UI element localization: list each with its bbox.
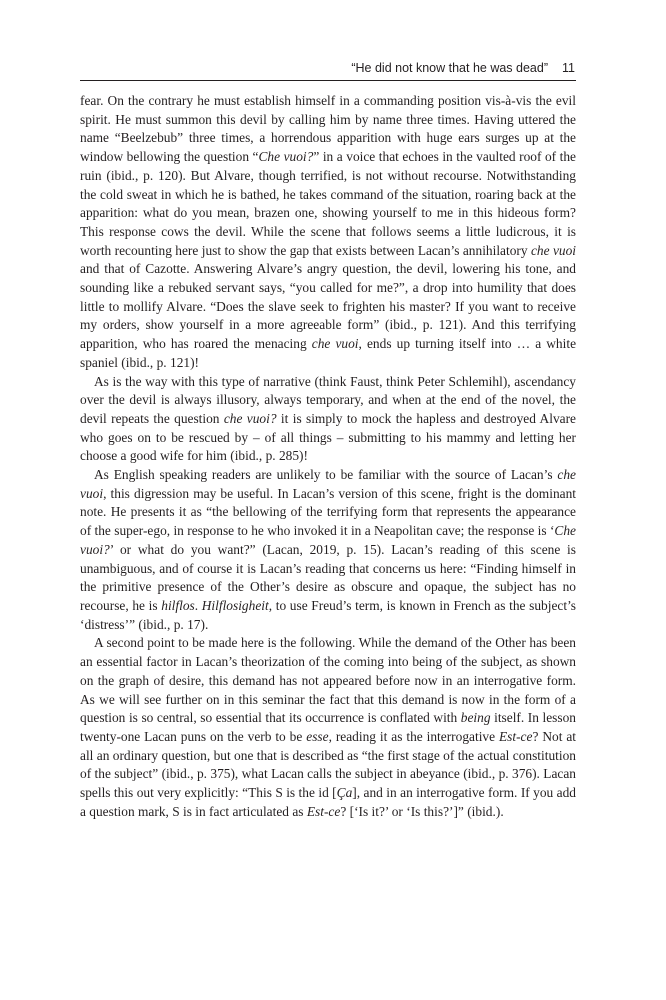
italic-term: che vuoi bbox=[311, 336, 359, 352]
text-run: As English speaking readers are unlikely to be familiar with the source of Lacan’s bbox=[94, 467, 558, 483]
text-run: , to use Freud’s term, is known in French as the subject’s ‘distress’” (ibid., p. 17). bbox=[80, 597, 576, 632]
italic-term: che vuoi? bbox=[223, 410, 277, 426]
body-text bbox=[80, 92, 576, 821]
text-run: it is simply to mock the hapless and destroyed Alvare who goes on to be rescued by – of all things – submitting to his mammy and letting her choose a good wife for him (ibid., p. 285)! bbox=[80, 410, 576, 464]
italic-term: Est-ce bbox=[498, 728, 533, 744]
text-run: . bbox=[194, 597, 202, 613]
text-run: , ends up turning itself into … a white spaniel (ibid., p. 121)! bbox=[80, 336, 577, 370]
italic-term: Che vuoi? bbox=[80, 523, 576, 557]
paragraph-4 bbox=[80, 634, 576, 821]
page-number: 11 bbox=[562, 61, 575, 75]
text-run: ” in a voice that echoes in the vaulted roof of the ruin (ibid., p. 120). But Alvare, though terrified, is not without recourse. Notwithstanding the cold sweat in which he is bathed, he takes command of the situation, roaring back at the apparition: what do you mean, brazen one, showing yourself to me in this hideous form? This response cows the devil. While the scene that follows seems a little ludicrous, it is worth recounting here just to show the gap that exists between Lacan’s annihilatory bbox=[80, 149, 576, 258]
italic-term: Hilflosigheit bbox=[201, 597, 269, 613]
text-run: ], and in an interrogative form. If you add a question mark, S is in fact articulated as bbox=[80, 785, 577, 819]
running-title: “He did not know that he was dead” bbox=[351, 61, 549, 75]
text-run: ? Not at all an ordinary question, but one that is described as “the first stage of the actual constitution of the subject” (ibid., p. 375), what Lacan calls the subject in abeyance (ibid., p. 376). Lacan spells this out very explicitly: “This S is the id [ bbox=[80, 728, 576, 801]
text-run: A second point to be made here is the following. While the demand of the Other has been an essential factor in Lacan’s theorization of the coming into being of the subject, as shown on the graph of desire, this demand has not appeared before now in an interrogative form. As we will see further on in this seminar the fact that this demand is now in the form of a question is so central, so essential that its occurrence is conflated with bbox=[80, 635, 576, 726]
italic-term: hilflos bbox=[161, 597, 195, 613]
italic-term: Est-ce bbox=[306, 803, 341, 819]
italic-term: Ça bbox=[336, 785, 353, 801]
paragraph-1 bbox=[80, 92, 576, 373]
italic-term: being bbox=[460, 710, 491, 726]
text-run: , this digression may be useful. In Lacan’s version of this scene, fright is the dominant note. He presents it as “the bellowing of the terrifying form that represents the appearance of the super-ego, in response to he who invoked it in a Neapolitan cave; the response is ‘ bbox=[80, 485, 576, 539]
header-rule bbox=[80, 80, 576, 81]
text-run: , reading it as the interrogative bbox=[328, 728, 499, 744]
italic-term: che vuoi bbox=[530, 242, 577, 258]
text-run: ? [‘Is it?’ or ‘Is this?’]” (ibid.). bbox=[340, 803, 504, 819]
italic-term: che vuoi bbox=[80, 467, 576, 501]
running-head bbox=[80, 60, 575, 76]
italic-term: Che vuoi? bbox=[258, 149, 314, 165]
paragraph-2 bbox=[80, 373, 576, 467]
text-run: As is the way with this type of narrative (think Faust, think Peter Schlemihl), ascendancy over the devil is always illusory, always temporary, and when at the end of the novel, the devil repeats the question bbox=[80, 373, 576, 426]
text-run: fear. On the contrary he must establish himself in a commanding position vis-à-vis the evil spirit. He must summon this devil by calling him by name three times. Having uttered the name “Beelzebub” three times, a horrendous apparition with huge ears surges up at the window bellowing the question “ bbox=[80, 93, 576, 165]
paragraph-3 bbox=[80, 466, 576, 634]
text-run: itself. In lesson twenty-one Lacan puns on the verb to be bbox=[80, 710, 576, 744]
italic-term: esse bbox=[306, 728, 329, 744]
text-run: ’ or what do you want?” (Lacan, 2019, p. 15). Lacan’s reading of this scene is unambiguous, and of course it is Lacan’s reading that concerns us here: “Finding himself in the primitive presence of the Other’s desire as obscure and opaque, the subject has no recourse, he is bbox=[80, 541, 576, 613]
text-run: and that of Cazotte. Answering Alvare’s angry question, the devil, lowering his tone, and sounding like a rebuked servant says, “you called for me?”, a drop into humility that does little to mollify Alvare. “Does the slave seek to frighten his master? If you want to receive my orders, show yourself in a more agreeable form” (ibid., p. 121). And this terrifying apparition, who has roared the menacing bbox=[80, 261, 576, 352]
